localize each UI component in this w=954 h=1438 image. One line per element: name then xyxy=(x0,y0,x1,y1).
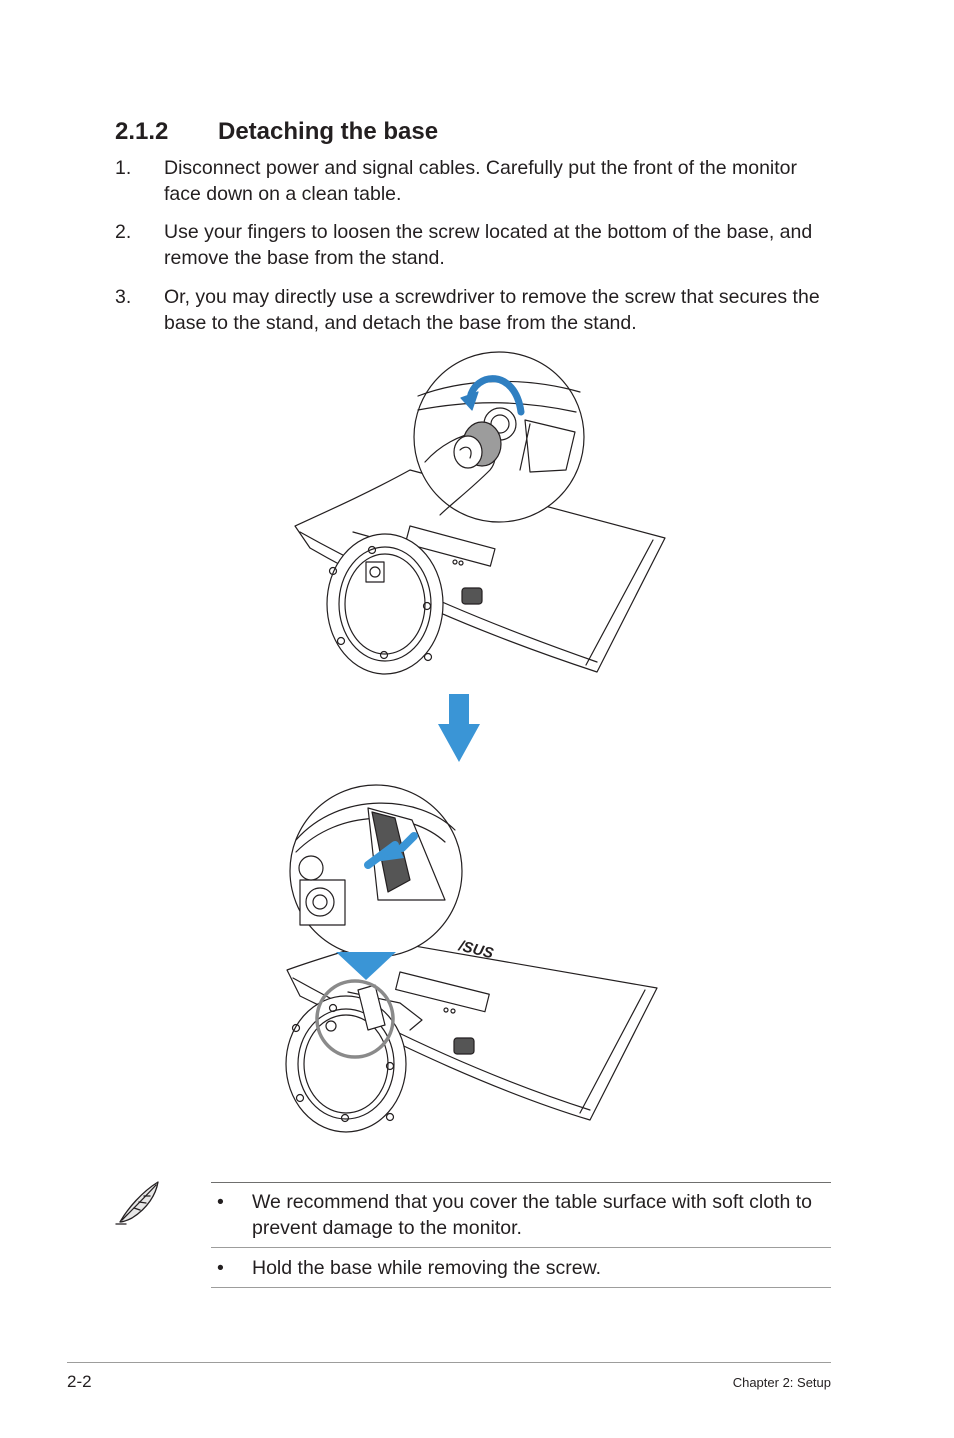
down-arrow-icon xyxy=(438,694,480,762)
note-bottom-rule xyxy=(211,1287,831,1288)
brand-logo-text: /SUS xyxy=(457,937,496,963)
note-item xyxy=(211,1189,831,1241)
magnify-finger-loosen-screw-drawing xyxy=(414,352,584,522)
detach-base-illustration xyxy=(270,345,690,1145)
note-top-rule xyxy=(211,1182,831,1183)
note-text: We recommend that you cover the table surface with soft cloth to prevent damage to the monitor. xyxy=(252,1191,812,1239)
page-number: 2-2 xyxy=(67,1372,92,1391)
section-title: Detaching the base xyxy=(218,118,439,145)
section-heading xyxy=(115,118,438,146)
chapter-label: Chapter 2: Setup xyxy=(732,1375,831,1390)
magnify-detach-base-drawing xyxy=(290,785,462,957)
note-item xyxy=(211,1255,831,1281)
feather-pen-icon xyxy=(112,1178,164,1228)
bullet: • xyxy=(217,1191,224,1213)
step-number: 2. xyxy=(115,221,132,243)
step-text: Disconnect power and signal cables. Carefully put the front of the monitor face down on a clean table. xyxy=(164,157,798,205)
section-number: 2.1.2 xyxy=(115,118,169,145)
note-divider xyxy=(211,1247,831,1248)
step-item xyxy=(115,284,835,336)
step-number: 3. xyxy=(115,286,132,308)
bullet: • xyxy=(217,1257,224,1279)
step-text: Use your fingers to loosen the screw located at the bottom of the base, and remove the base from the stand. xyxy=(164,221,813,269)
step-item xyxy=(115,155,835,207)
footer-rule xyxy=(67,1362,831,1363)
step-number: 1. xyxy=(115,157,132,179)
step-text: Or, you may directly use a screwdriver to remove the screw that secures the base to the stand, and detach the base from the stand. xyxy=(164,286,820,334)
step-item xyxy=(115,219,835,271)
note-text: Hold the base while removing the screw. xyxy=(252,1257,602,1279)
monitor-base-removed-drawing xyxy=(286,937,657,1132)
